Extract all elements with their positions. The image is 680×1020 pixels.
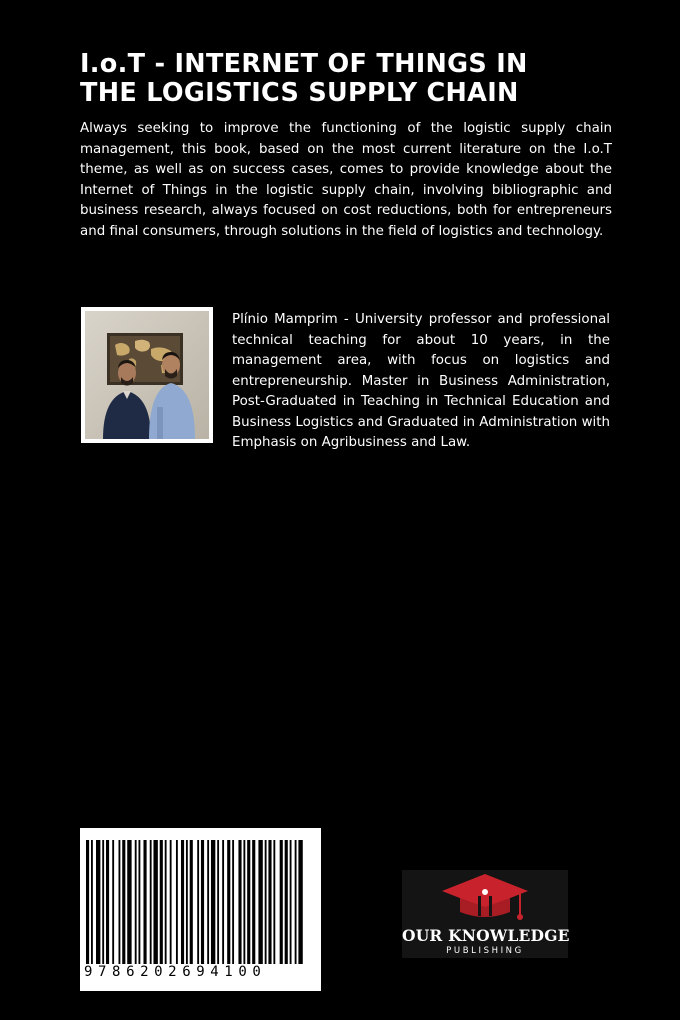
title-line-2: THE LOGISTICS SUPPLY CHAIN: [80, 78, 519, 108]
isbn-barcode: [80, 828, 321, 991]
barcode-bar: [102, 840, 104, 964]
publisher-subtitle: PUBLISHING: [446, 946, 524, 956]
barcode-bar: [273, 840, 275, 964]
barcode-bar: [201, 840, 204, 964]
barcode-bars: [80, 828, 321, 968]
graduation-cap-icon: [402, 870, 568, 926]
barcode-bar: [86, 840, 89, 964]
barcode-bar: [243, 840, 245, 964]
barcode-bar: [186, 840, 188, 964]
author-photo-frame: [81, 307, 213, 443]
barcode-bar: [265, 840, 267, 964]
barcode-bar: [207, 840, 209, 964]
book-description: Always seeking to improve the functioning of the logistic supply chain management, this book, based on the most current literature on the I.o.T theme, as well as on success cases, comes to provide knowledge about the Internet of Things in the logistic supply chain, involving bibliographic and business research, always focused on cost reductions, both for entrepreneurs and final consumers, through solutions in the field of logistics and technology.: [80, 121, 612, 239]
publisher-logo: [402, 870, 568, 958]
barcode-bar: [135, 840, 137, 964]
author-bio: Plínio Mamprim - University professor and professional technical teaching for about 10 years, in the management area, with focus on logistics and entrepreneurship. Master in Business Administration, Post-Graduated in Teaching in Technical Education and Business Logistics and Graduated in Administration with Emphasis on Agribusiness and Law.: [232, 312, 610, 450]
author-photo-image: [85, 311, 209, 439]
barcode-bar: [176, 840, 178, 964]
barcode-bar: [247, 840, 250, 964]
barcode-bar: [170, 840, 172, 964]
isbn-number: 9786202694100: [84, 964, 267, 980]
barcode-bar: [160, 840, 163, 964]
book-title: [80, 50, 620, 108]
barcode-bar: [298, 840, 302, 964]
barcode-bar: [295, 840, 297, 964]
barcode-bar: [252, 840, 255, 964]
barcode-bar: [106, 840, 109, 964]
barcode-bar: [91, 840, 93, 964]
title-line-1: I.o.T - INTERNET OF THINGS IN: [80, 49, 528, 79]
barcode-bar: [285, 840, 288, 964]
barcode-bar: [127, 840, 131, 964]
author-photo: [85, 311, 209, 439]
barcode-bar: [217, 840, 219, 964]
barcode-bar: [165, 840, 167, 964]
publisher-name: OUR KNOWLEDGE: [402, 926, 570, 945]
barcode-bar: [112, 840, 114, 964]
barcode-bar: [290, 840, 292, 964]
barcode-bar: [222, 840, 224, 964]
barcode-bar: [197, 840, 199, 964]
barcode-bar: [227, 840, 230, 964]
barcode-bar: [96, 840, 100, 964]
barcode-bar: [119, 840, 121, 964]
barcode-bar: [190, 840, 193, 964]
barcode-bar: [238, 840, 241, 964]
barcode-bar: [258, 840, 262, 964]
barcode-bar: [232, 840, 234, 964]
barcode-bar: [280, 840, 283, 964]
barcode-bar: [181, 840, 184, 964]
barcode-bar: [211, 840, 215, 964]
barcode-bar: [268, 840, 271, 964]
barcode-bar: [153, 840, 157, 964]
barcode-bar: [138, 840, 140, 964]
barcode-bar: [122, 840, 125, 964]
barcode-bar: [143, 840, 146, 964]
barcode-bar: [150, 840, 152, 964]
